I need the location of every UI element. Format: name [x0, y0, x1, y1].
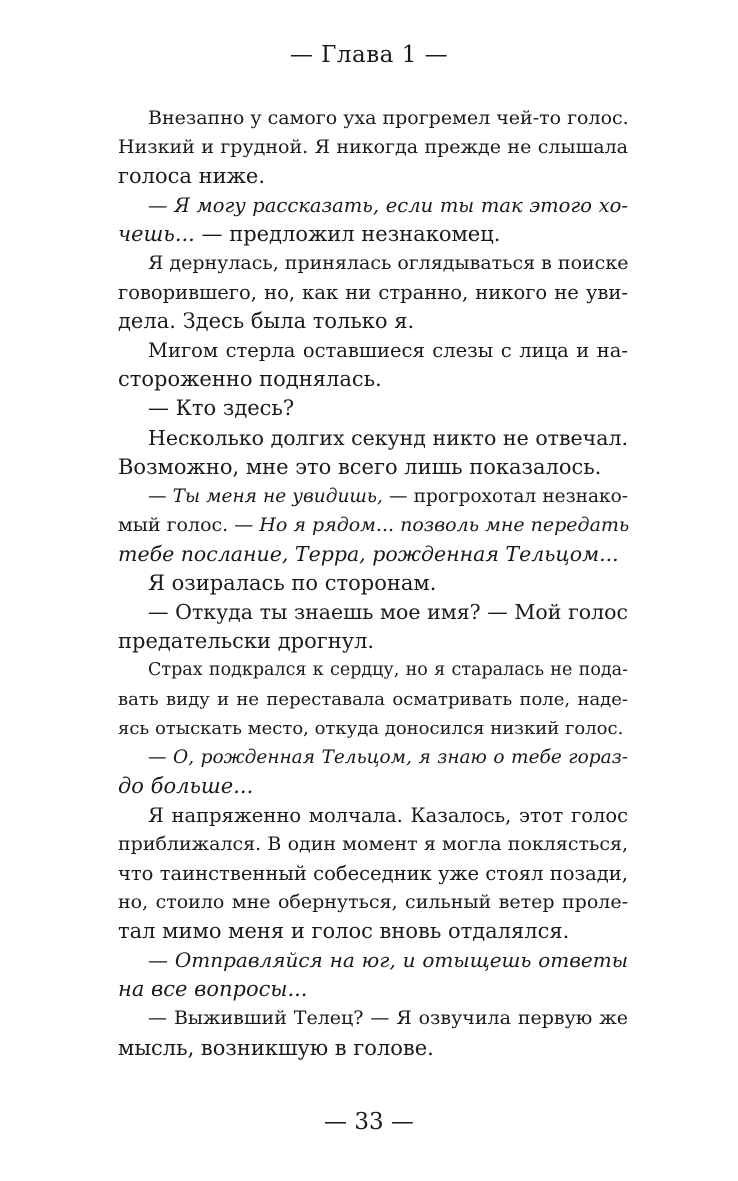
- text-line: [118, 162, 628, 191]
- text-line: [118, 685, 628, 714]
- text-line: [118, 191, 628, 220]
- italic-text: Но я рядом... позволь мне передать: [259, 513, 630, 536]
- italic-text: Я могу рассказать, если ты так этого хо-: [174, 194, 628, 218]
- regular-text: — прогрохотал незнако-: [382, 485, 628, 507]
- regular-text: Я дернулась, принялась оглядываться в поиске: [148, 252, 629, 275]
- text-line: [118, 365, 628, 394]
- regular-text: Я озиралась по сторонам.: [148, 570, 437, 595]
- text-line: [118, 714, 628, 743]
- text-line: [118, 569, 628, 598]
- italic-text: тебе послание, Терра, рожденная Тельцом...: [118, 541, 619, 566]
- regular-text: голоса ниже.: [118, 164, 265, 189]
- regular-text: тал мимо меня и голос вновь отдалялся.: [118, 919, 570, 944]
- regular-text: предательски дрогнул.: [118, 628, 375, 653]
- text-line: [118, 772, 628, 801]
- regular-text: что таинственный собеседник уже стоял позади,: [118, 862, 628, 886]
- regular-text: Я напряженно молчала. Казалось, этот голос: [148, 804, 628, 828]
- regular-text: —: [148, 948, 175, 973]
- regular-text: — Откуда ты знаешь мое имя? — Мой голос: [148, 599, 628, 624]
- regular-text: мый голос. —: [118, 513, 260, 536]
- text-line: [118, 278, 628, 307]
- italic-text: на все вопросы...: [118, 977, 308, 1002]
- regular-text: Низкий и грудной. Я никогда прежде не слышала: [118, 136, 628, 159]
- regular-text: Несколько долгих секунд никто не отвечал.: [148, 425, 628, 450]
- text-line: [118, 801, 628, 830]
- text-line: [118, 336, 628, 365]
- text-line: [118, 946, 628, 975]
- regular-text: но, стоило мне обернуться, сильный ветер проле-: [118, 891, 628, 914]
- text-line: [118, 830, 628, 859]
- regular-text: дела. Здесь была только я.: [118, 309, 415, 334]
- regular-text: —: [148, 194, 175, 218]
- regular-text: мысль, возникшую в голове.: [118, 1035, 434, 1060]
- page-number: — 33 —: [324, 1109, 414, 1135]
- regular-text: — Выживший Телец? — Я озвучила первую же: [148, 1007, 628, 1030]
- regular-text: Мигом стерла оставшиеся слезы с лица и на-: [148, 339, 628, 363]
- regular-text: Возможно, мне это всего лишь показалось.: [118, 454, 602, 479]
- text-line: [118, 220, 628, 249]
- regular-text: приближался. В один момент я могла поклясться,: [118, 833, 628, 856]
- text-line: [118, 1004, 628, 1033]
- running-head: — Глава 1 —: [289, 42, 449, 68]
- text-line: [118, 627, 628, 656]
- text-line: [118, 307, 628, 336]
- text-line: [118, 743, 628, 772]
- regular-text: — Кто здесь?: [148, 396, 295, 421]
- italic-text: чешь...: [118, 222, 195, 247]
- text-line: [118, 482, 628, 511]
- text-line: [118, 453, 628, 482]
- text-line: [118, 598, 628, 627]
- text-line: [118, 888, 628, 917]
- regular-text: Страх подкрался к сердцу, но я старалась не пода-: [148, 659, 628, 680]
- text-line: [118, 133, 628, 162]
- text-line: [118, 1034, 628, 1063]
- regular-text: стороженно поднялась.: [118, 367, 382, 392]
- text-line: [118, 511, 628, 540]
- regular-text: —: [148, 747, 174, 769]
- text-line: [118, 540, 628, 569]
- regular-text: ясь отыскать место, откуда доносился низкий голос.: [118, 717, 624, 739]
- regular-text: говорившего, но, как ни странно, никого не уви-: [118, 281, 628, 305]
- italic-text: до больше...: [118, 774, 254, 799]
- regular-text: —: [148, 485, 173, 507]
- text-line: [118, 104, 628, 133]
- italic-text: О, рожденная Тельцом, я знаю о тебе горaз-: [173, 747, 628, 769]
- body-text: [118, 104, 628, 1063]
- text-line: [118, 249, 628, 278]
- text-line: [118, 917, 628, 946]
- text-line: [118, 975, 628, 1004]
- text-line: [118, 424, 628, 453]
- regular-text: Внезапно у самого уха прогремел чей-то голос.: [148, 107, 629, 129]
- italic-text: Ты меня не увидишь,: [172, 485, 383, 507]
- text-line: [118, 394, 628, 423]
- italic-text: Отправляйся на юг, и отыщешь ответы: [174, 948, 629, 973]
- text-line: [118, 656, 628, 685]
- regular-text: — предложил незнакомец.: [194, 222, 501, 247]
- regular-text: вать виду и не переставала осматривать поле, наде-: [118, 688, 628, 710]
- text-line: [118, 859, 628, 888]
